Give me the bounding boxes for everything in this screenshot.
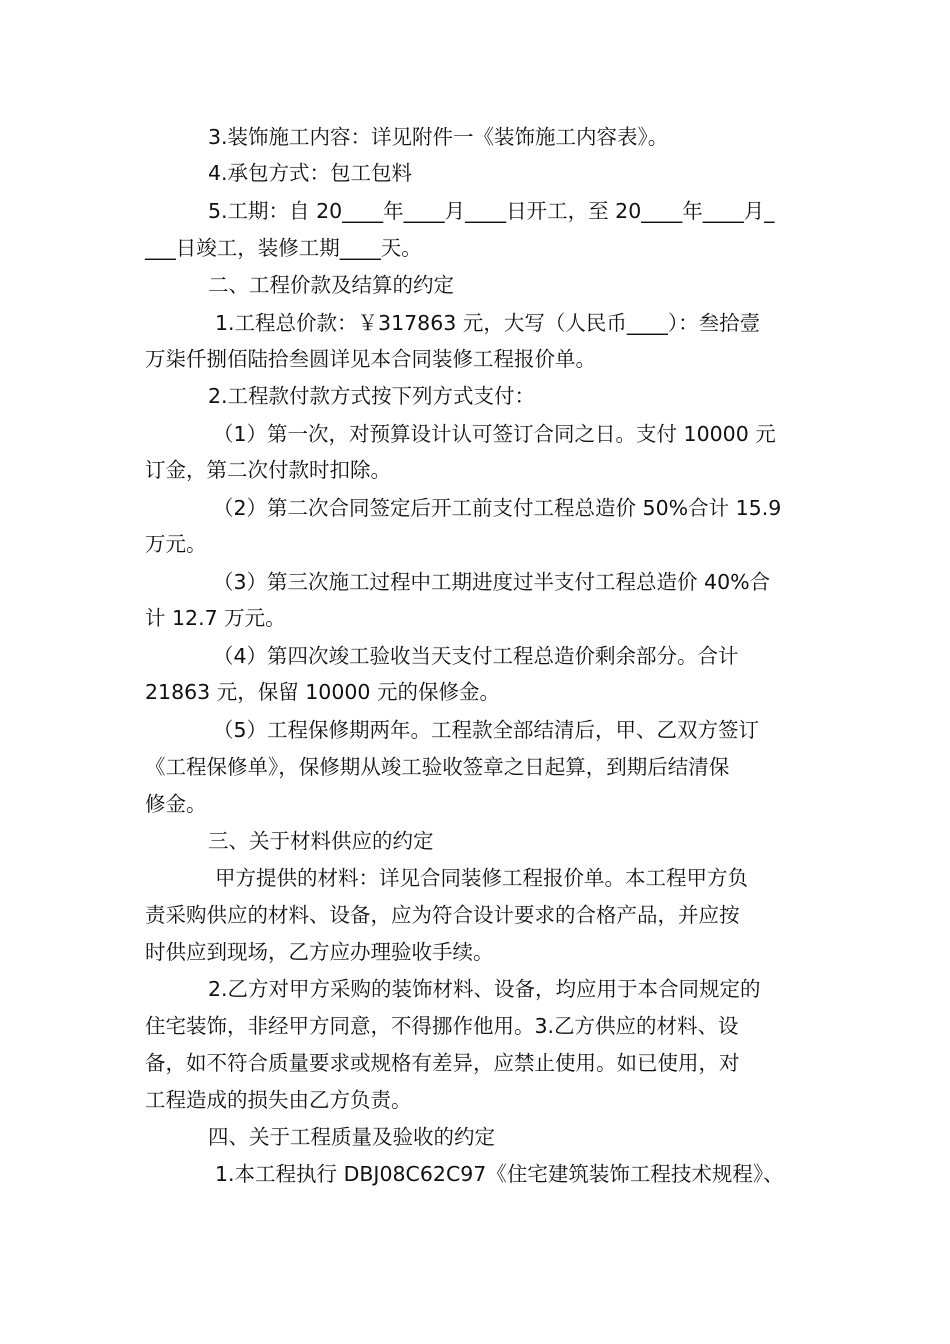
paragraph-line: 住宅装饰，非经甲方同意，不得挪作他用。3.乙方供应的材料、设 <box>145 1014 739 1038</box>
paragraph-line: ___日竣工，装修工期____天。 <box>145 236 422 260</box>
section-heading: 二、工程价款及结算的约定 <box>208 273 454 297</box>
paragraph-line: 修金。 <box>145 792 207 816</box>
paragraph-line: 1.工程总价款：￥317863 元，大写（人民币____）：叁拾壹 <box>215 311 761 335</box>
paragraph-line: （4）第四次竣工验收当天支付工程总造价剩余部分。合计 <box>213 644 739 668</box>
paragraph-line: 2.乙方对甲方采购的装饰材料、设备，均应用于本合同规定的 <box>208 977 761 1001</box>
paragraph-line: （1）第一次，对预算设计认可签订合同之日。支付 10000 元 <box>213 422 776 446</box>
paragraph-line: （5）工程保修期两年。工程款全部结清后，甲、乙双方签订 <box>213 718 760 742</box>
paragraph-line: 责采购供应的材料、设备，应为符合设计要求的合格产品，并应按 <box>145 903 740 927</box>
paragraph-line: 时供应到现场，乙方应办理验收手续。 <box>145 940 494 964</box>
paragraph-line: 4.承包方式：包工包料 <box>208 161 413 185</box>
paragraph-line: 计 12.7 万元。 <box>145 606 286 630</box>
paragraph-line: 甲方提供的材料：详见合同装修工程报价单。本工程甲方负 <box>215 866 748 890</box>
section-heading: 三、关于材料供应的约定 <box>208 829 434 853</box>
paragraph-line: 万柒仟捌佰陆拾叁圆详见本合同装修工程报价单。 <box>145 347 596 371</box>
paragraph-line: 5.工期：自 20____年____月____日开工，至 20____年____月_ <box>208 199 775 223</box>
section-heading: 四、关于工程质量及验收的约定 <box>208 1125 495 1149</box>
paragraph-line: 工程造成的损失由乙方负责。 <box>145 1088 412 1112</box>
paragraph-line: 《工程保修单》，保修期从竣工验收签章之日起算，到期后结清保 <box>145 755 730 779</box>
paragraph-line: 订金，第二次付款时扣除。 <box>145 458 391 482</box>
paragraph-line: （2）第二次合同签定后开工前支付工程总造价 50%合计 15.9 <box>213 496 782 520</box>
paragraph-line: 21863 元，保留 10000 元的保修金。 <box>145 680 500 704</box>
paragraph-line: （3）第三次施工过程中工期进度过半支付工程总造价 40%合 <box>213 570 771 594</box>
paragraph-line: 万元。 <box>145 532 207 556</box>
paragraph-line: 1.本工程执行 DBJ08C62C97《住宅建筑装饰工程技术规程》、 <box>215 1162 784 1186</box>
paragraph-line: 2.工程款付款方式按下列方式支付： <box>208 384 536 408</box>
paragraph-line: 3.装饰施工内容：详见附件一《装饰施工内容表》。 <box>208 125 669 149</box>
paragraph-line: 备，如不符合质量要求或规格有差异，应禁止使用。如已使用，对 <box>145 1051 740 1075</box>
